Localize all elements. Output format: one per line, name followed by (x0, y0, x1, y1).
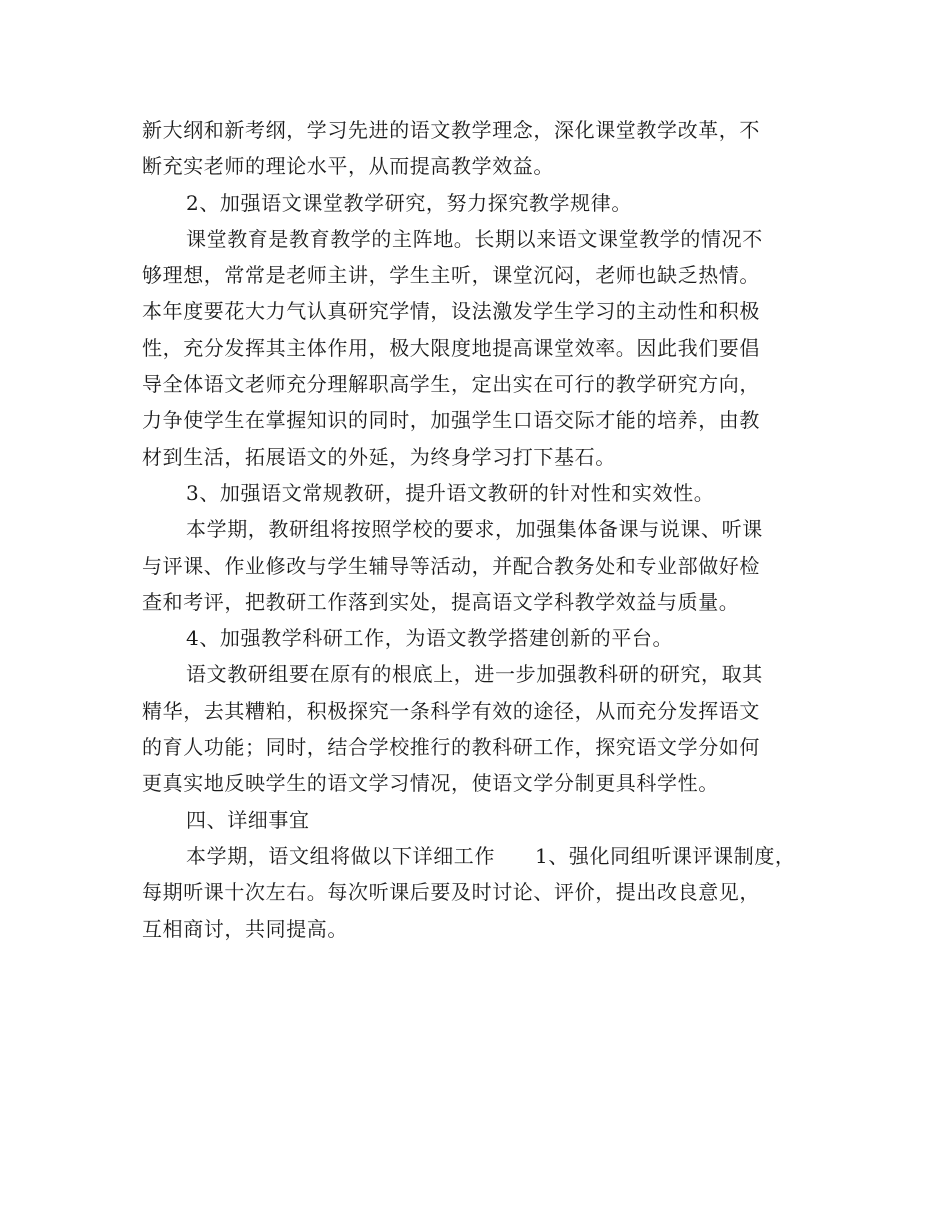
text-line: 力争使学生在掌握知识的同时，加强学生口语交际才能的培养，由教 (142, 408, 760, 433)
text-line: 查和考评，把教研工作落到实处，提高语文学科教学效益与质量。 (142, 589, 740, 614)
text-line: 本年度要花大力气认真研究学情，设法激发学生学习的主动性和积极 (142, 299, 760, 324)
text-line: 精华，去其糟粕，积极探究一条科学有效的途径，从而充分发挥语文 (142, 698, 760, 723)
text-line: 新大纲和新考纲，学习先进的语文教学理念，深化课堂教学改革，不 (142, 118, 760, 142)
paragraph-start: 语文教研组要在原有的根底上，进一步加强教科研的研究，取其 (186, 662, 763, 687)
text-line: 够理想，常常是老师主讲，学生主听，课堂沉闷，老师也缺乏热情。 (142, 263, 760, 288)
text-line: 导全体语文老师充分理解职高学生，定出实在可行的教学研究方向， (142, 372, 760, 397)
section-heading: 2、加强语文课堂教学研究，努力探究教学规律。 (186, 190, 632, 215)
section-heading: 4、加强教学科研工作，为语文教学搭建创新的平台。 (186, 626, 674, 651)
text-line: 更真实地反映学生的语文学习情况，使语文学分制更具科学性。 (142, 771, 719, 796)
split-line-right: 1、强化同组听课评课制度， (535, 843, 796, 868)
text-line: 每期听课十次左右。每次听课后要及时讨论、评价，提出改良意见， (142, 880, 760, 905)
paragraph-start: 本学期，教研组将按照学校的要求，加强集体备课与说课、听课 (186, 517, 763, 542)
text-line: 材到生活，拓展语文的外延，为终身学习打下基石。 (142, 444, 616, 469)
paragraph-start (142, 838, 822, 874)
text-line: 的育人功能；同时，结合学校推行的教科研工作，探究语文学分如何 (142, 735, 760, 760)
section-heading: 四、详细事宜 (186, 807, 310, 832)
text-line: 断充实老师的理论水平，从而提高教学效益。 (142, 154, 554, 179)
text-line: 互相商讨，共同提高。 (142, 916, 348, 941)
document-body (142, 112, 822, 947)
text-line: 性，充分发挥其主体作用，极大限度地提高课堂效率。因此我们要倡 (142, 335, 760, 360)
paragraph-start: 课堂教育是教育教学的主阵地。长期以来语文课堂教学的情况不 (186, 226, 763, 251)
section-heading: 3、加强语文常规教研，提升语文教研的针对性和实效性。 (186, 480, 715, 505)
text-line: 与评课、作业修改与学生辅导等活动，并配合教务处和专业部做好检 (142, 553, 760, 578)
split-line-left: 本学期，语文组将做以下详细工作 (186, 843, 495, 868)
